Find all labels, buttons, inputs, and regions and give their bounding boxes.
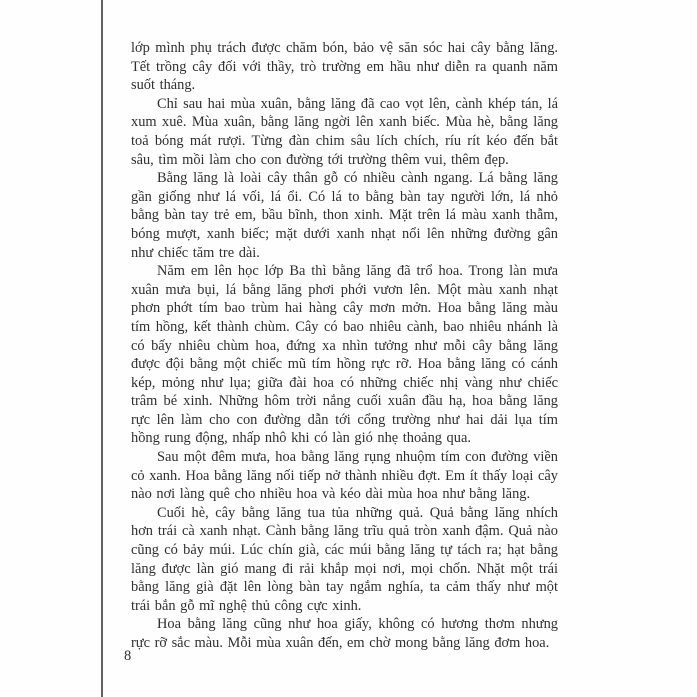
book-page-text <box>131 39 558 653</box>
paragraph: Bằng lăng là loài cây thân gỗ có nhiều cành ngang. Lá bằng lăng gần giống như lá vối, lá ổi. Có lá to bằng bàn tay người lớn, lá nhỏ bằng bàn tay trẻ em, bầu bĩnh, thon xinh. Mặt trên lá màu xanh thẫm, bóng mượt, xanh biếc; mặt dưới xanh nhạt nổi lên những đường gân như chiếc tăm tre dài. <box>131 170 558 261</box>
paragraph: Hoa bằng lăng cũng như hoa giấy, không có hương thơm nhưng rực rỡ sắc màu. Mỗi mùa xuân đến, em chờ mong bằng lăng đơm hoa. <box>131 616 558 651</box>
paragraph: lớp mình phụ trách được chăm bón, bảo vệ săn sóc hai cây bằng lăng. Tết trồng cây đối với thầy, trò trường em hầu như diễn ra quanh năm suốt tháng. <box>131 40 558 94</box>
page-number: 8 <box>124 648 132 664</box>
paragraph: Năm em lên học lớp Ba thì bằng lăng đã trổ hoa. Trong làn mưa xuân mưa bụi, lá bằng lăng phơi phới vươn lên. Một màu xanh nhạt phơn phớt tím bao trùm hai hàng cây mơn mởn. Hoa bằng lăng màu tím hồng, kết thành chùm. Cây có bao nhiêu cành, bao nhiêu nhánh là có bấy nhiêu chùm hoa, đứng xa nhìn tưởng như mỗi cây bằng lăng được đội bằng một chiếc mũ tím hồng rực rỡ. Hoa bằng lăng có cánh kép, mỏng như lụa; giữa đài hoa có những chiếc nhị vàng như chiếc trâm bé xinh. Những hôm trời nắng cuối xuân đầu hạ, hoa bằng lăng rực lên làm cho con đường dẫn tới cổng trường như hai dải lụa tím hồng rung động, nhấp nhô khi có làn gió nhẹ thoảng qua. <box>131 263 558 447</box>
page-edge-line <box>101 0 103 697</box>
paragraph: Sau một đêm mưa, hoa bằng lăng rụng nhuộm tím con đường viền cỏ xanh. Hoa bằng lăng nối tiếp nở thành nhiều đợt. Em ít thấy loại cây nào nơi làng quê cho nhiều hoa và kéo dài mùa hoa như bằng lăng. <box>131 449 558 503</box>
paragraph: Chỉ sau hai mùa xuân, bằng lăng đã cao vọt lên, cành khép tán, lá xum xuê. Mùa xuân, bằng lăng ngời lên xanh biếc. Mùa hè, bằng lăng toả bóng mát rượi. Từng đàn chim sâu lích chích, ríu rít kéo đến bắt sâu, tìm mồi làm cho con đường tới trường thêm vui, thêm đẹp. <box>131 95 558 168</box>
paragraph: Cuối hè, cây bằng lăng tua tủa những quả. Quả bằng lăng nhích hơn trái cà xanh nhạt. Cành bằng lăng trĩu quả tròn xanh đậm. Quả nào cũng có bảy múi. Lúc chín già, các múi bằng lăng tự tách ra; hạt bằng lăng được làn gió mang đi rải khắp mọi nơi, mọi chốn. Nhặt một trái bằng lăng già đặt lên lòng bàn tay ngắm nghía, ta cảm thấy như một trái bắn gỗ mĩ nghệ thủ công cực xinh. <box>131 504 558 614</box>
